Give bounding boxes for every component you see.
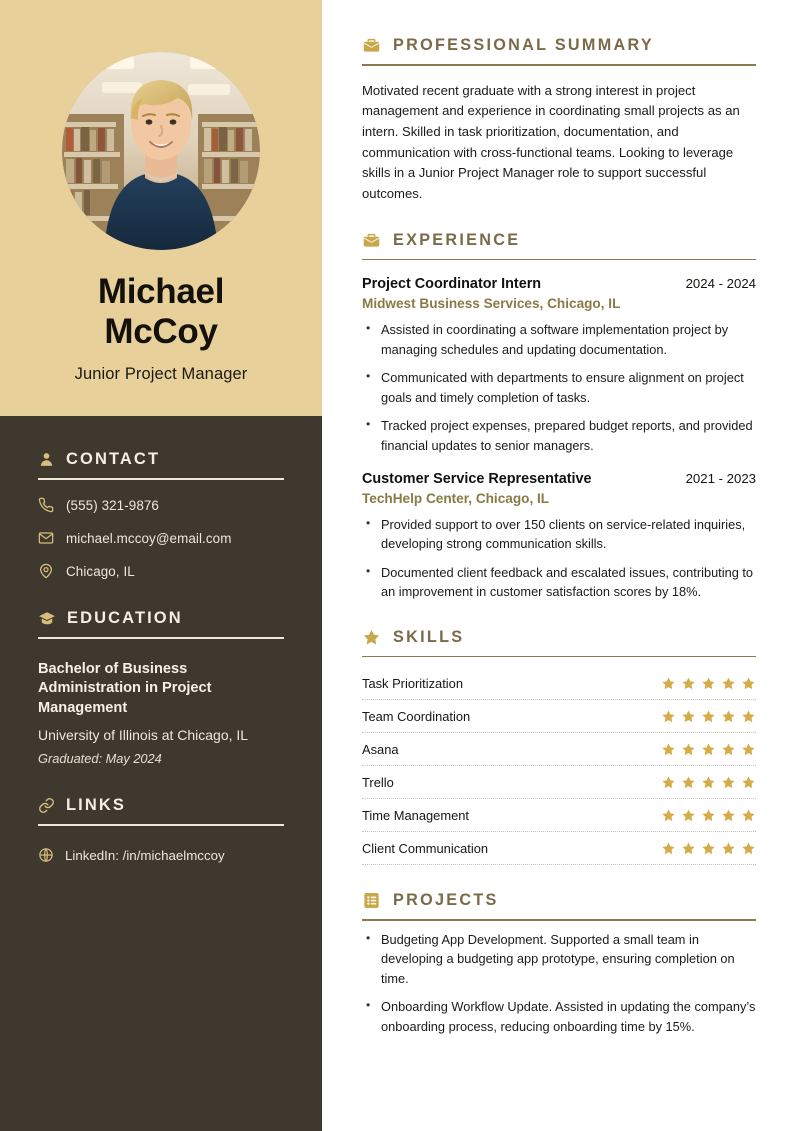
- experience-job-dates: 2021 - 2023: [685, 470, 756, 486]
- education-degree: Bachelor of Business Administration in Project Management: [38, 661, 212, 716]
- experience-job-dates: 2024 - 2024: [685, 276, 756, 292]
- experience-bullet: • Documented client feedback and escalated issues, contributing to an improvement in customer satisfaction scores by 18%.: [362, 563, 756, 602]
- experience-bullet: • Communicated with departments to ensure alignment on project goals and timely completion of tasks.: [362, 368, 756, 407]
- sidebar-sections: [0, 416, 322, 863]
- avatar: [62, 52, 260, 250]
- list-document-icon: [362, 891, 381, 910]
- skill-name: Client Communication: [362, 841, 489, 857]
- location-value: Chicago, IL: [66, 563, 135, 579]
- experience-company: Midwest Business Services, Chicago, IL: [362, 296, 621, 312]
- star-icon: [681, 775, 696, 790]
- linkedin-value: LinkedIn: /in/michaelmccoy: [65, 847, 225, 863]
- experience-bullet: • Tracked project expenses, prepared budget reports, and provided financial updates to senior managers.: [362, 416, 756, 455]
- summary-heading: [362, 36, 756, 55]
- skill-row: [362, 832, 756, 865]
- skills-heading: [362, 628, 756, 647]
- education-divider: [38, 637, 284, 639]
- phone-icon: [38, 497, 54, 513]
- skill-rating-stars: [661, 808, 756, 823]
- links-heading: [38, 796, 292, 815]
- contact-title: CONTACT: [66, 450, 161, 468]
- summary-text: Motivated recent graduate with a strong interest in project management and experience in coordinating small projects as an intern. Skilled in task prioritization, documentation, and communication with cross-functional teams. Looking to leverage skills in a Junior Project Manager role to support successful outcomes.: [362, 82, 740, 202]
- skills-divider: [362, 656, 756, 658]
- star-icon: [681, 841, 696, 856]
- summary-title: PROFESSIONAL SUMMARY: [393, 36, 654, 54]
- profile-header: [0, 0, 322, 416]
- chain-link-icon: [38, 797, 55, 814]
- skills-list: [362, 667, 756, 865]
- skill-name: Team Coordination: [362, 709, 471, 725]
- projects-bullets: [362, 930, 756, 1036]
- skill-rating-stars: [661, 676, 756, 691]
- star-icon: [741, 808, 756, 823]
- experience-job-title: Project Coordinator Intern: [362, 276, 542, 293]
- star-icon: [741, 742, 756, 757]
- projects-heading: [362, 891, 756, 910]
- skill-rating-stars: [661, 709, 756, 724]
- experience-entry: [362, 276, 756, 455]
- skill-rating-stars: [661, 742, 756, 757]
- briefcase-icon: [362, 231, 381, 250]
- contact-divider: [38, 478, 284, 480]
- experience-company: TechHelp Center, Chicago, IL: [362, 490, 550, 506]
- skill-name: Asana: [362, 742, 399, 758]
- envelope-icon: [38, 530, 54, 546]
- star-icon: [721, 709, 736, 724]
- main-content: [322, 0, 800, 1131]
- projects-divider: [362, 919, 756, 921]
- star-icon: [741, 841, 756, 856]
- globe-icon: [38, 847, 54, 863]
- star-icon: [661, 841, 676, 856]
- star-icon: [661, 742, 676, 757]
- phone-value: (555) 321-9876: [66, 497, 159, 513]
- skill-name: Task Prioritization: [362, 676, 464, 692]
- star-icon: [701, 775, 716, 790]
- skills-section: [362, 628, 756, 866]
- skill-row: [362, 766, 756, 799]
- experience-section: [362, 231, 756, 602]
- star-icon: [661, 808, 676, 823]
- projects-title: PROJECTS: [393, 891, 499, 910]
- star-icon: [701, 676, 716, 691]
- star-icon: [681, 742, 696, 757]
- contact-location: [38, 563, 292, 579]
- map-pin-icon: [38, 563, 54, 579]
- experience-entry-header: [362, 276, 756, 292]
- skill-name: Trello: [362, 775, 394, 791]
- star-icon: [721, 841, 736, 856]
- experience-heading: [362, 231, 756, 250]
- projects-section: [362, 891, 756, 1036]
- links-title: LINKS: [66, 796, 126, 815]
- star-icon: [741, 676, 756, 691]
- project-bullet: • Budgeting App Development. Supported a small team in developing a budgeting app prototype, ensuring completion on time.: [362, 930, 756, 988]
- star-icon: [721, 742, 736, 757]
- experience-bullets: [362, 515, 756, 602]
- contact-email: [38, 530, 292, 546]
- links-divider: [38, 824, 284, 826]
- project-bullet: • Onboarding Workflow Update. Assisted in updating the company’s onboarding process, reducing onboarding time by 15%.: [362, 997, 756, 1036]
- star-icon: [681, 709, 696, 724]
- experience-divider: [362, 259, 756, 261]
- job-role-subtitle: Junior Project Manager: [74, 364, 248, 383]
- star-icon: [661, 709, 676, 724]
- skill-row: [362, 733, 756, 766]
- profile-photo: [62, 52, 260, 250]
- star-icon: [721, 775, 736, 790]
- experience-job-title: Customer Service Representative: [362, 470, 592, 487]
- education-section: [38, 609, 292, 766]
- links-section: [38, 796, 292, 863]
- experience-bullet: • Assisted in coordinating a software implementation project by managing schedules and updating documentation.: [362, 320, 756, 359]
- skill-rating-stars: [661, 775, 756, 790]
- skill-name: Time Management: [362, 808, 469, 824]
- experience-bullets: [362, 320, 756, 455]
- star-icon: [362, 628, 381, 647]
- star-icon: [661, 775, 676, 790]
- star-icon: [681, 808, 696, 823]
- skill-row: [362, 667, 756, 700]
- experience-entry-header: [362, 471, 756, 487]
- page-title: [98, 272, 224, 352]
- experience-title: EXPERIENCE: [393, 230, 521, 249]
- sidebar: [0, 0, 322, 1131]
- star-icon: [701, 841, 716, 856]
- name-line-1: Michael: [97, 272, 225, 311]
- briefcase-icon: [362, 36, 381, 55]
- education-graduation-date: Graduated: May 2024: [38, 751, 162, 767]
- star-icon: [701, 808, 716, 823]
- summary-divider: [362, 64, 756, 66]
- star-icon: [741, 709, 756, 724]
- skill-row: [362, 700, 756, 733]
- star-icon: [721, 676, 736, 691]
- star-icon: [701, 709, 716, 724]
- contact-heading: [38, 450, 292, 469]
- skills-title: SKILLS: [393, 627, 465, 646]
- skill-row: [362, 799, 756, 832]
- education-school: University of Illinois at Chicago, IL: [38, 727, 249, 744]
- star-icon: [721, 808, 736, 823]
- professional-summary-section: [362, 36, 756, 205]
- star-icon: [701, 742, 716, 757]
- experience-bullet: • Provided support to over 150 clients on service-related inquiries, developing strong communication skills.: [362, 515, 756, 554]
- name-line-2: McCoy: [104, 311, 218, 351]
- skill-rating-stars: [661, 841, 756, 856]
- person-icon: [38, 451, 55, 468]
- contact-section: [38, 450, 292, 579]
- link-linkedin[interactable]: [38, 847, 292, 863]
- graduation-cap-icon: [38, 610, 56, 628]
- experience-entry: [362, 471, 756, 602]
- star-icon: [741, 775, 756, 790]
- education-heading: [38, 609, 292, 628]
- star-icon: [681, 676, 696, 691]
- education-title: EDUCATION: [67, 609, 183, 627]
- star-icon: [661, 676, 676, 691]
- contact-phone: [38, 497, 292, 513]
- email-value: michael.mccoy@email.com: [66, 530, 232, 546]
